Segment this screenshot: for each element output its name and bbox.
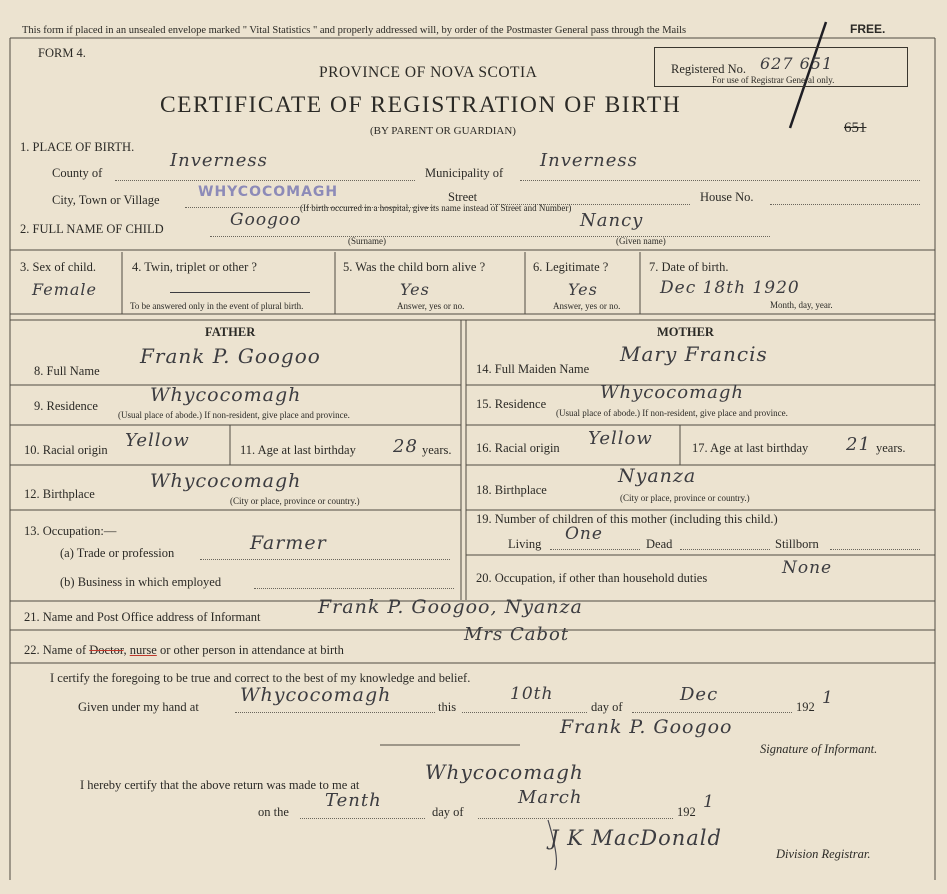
- living-label: Living: [508, 537, 542, 551]
- registrar-year-prefix: 192: [677, 805, 696, 819]
- given-caption: (Given name): [616, 236, 666, 246]
- registrar-use-note: For use of Registrar General only.: [712, 75, 835, 85]
- mother-occupation-label: 20. Occupation, if other than household duties: [476, 571, 708, 585]
- mother-age-label: 17. Age at last birthday: [692, 441, 809, 455]
- mother-racial-value: Yellow: [588, 428, 653, 449]
- page-title: CERTIFICATE OF REGISTRATION OF BIRTH: [160, 92, 682, 118]
- mother-residence-label: 15. Residence: [476, 397, 547, 411]
- attendant-label: 22. Name of Doctor, nurse or other person in attendance at birth: [24, 643, 344, 657]
- dead-label: Dead: [646, 537, 673, 551]
- on-the-label: on the: [258, 805, 289, 819]
- mother-birthplace-label: 18. Birthplace: [476, 483, 547, 497]
- father-age-label: 11. Age at last birthday: [240, 443, 356, 457]
- mother-birthplace-value: Nyanza: [618, 465, 697, 487]
- street-label: Street: [448, 190, 478, 204]
- registered-number: 627 651: [760, 54, 834, 73]
- place-of-birth-heading: 1. PLACE OF BIRTH.: [20, 140, 135, 154]
- father-name-label: 8. Full Name: [34, 364, 100, 378]
- father-residence-label: 9. Residence: [34, 399, 98, 413]
- father-name-value: Frank P. Googoo: [140, 344, 321, 368]
- children-count-label: 19. Number of children of this mother (including this child.): [476, 512, 778, 526]
- city-label: City, Town or Village: [52, 193, 160, 207]
- city-stamp: WHYCOCOMAGH: [198, 184, 339, 200]
- alive-value: Yes: [400, 280, 430, 299]
- twin-note: To be answered only in the event of plural birth.: [130, 301, 304, 311]
- registrar-day-of-label: day of: [432, 805, 464, 819]
- county-label: County of: [52, 166, 103, 180]
- registrar-day-value: Tenth: [325, 790, 382, 811]
- page-subtitle: (BY PARENT OR GUARDIAN): [370, 125, 516, 137]
- father-residence-note: (Usual place of abode.) If non-resident, give place and province.: [118, 410, 350, 420]
- free-label: FREE.: [850, 22, 886, 36]
- father-years: years.: [422, 443, 452, 457]
- father-racial-label: 10. Racial origin: [24, 443, 108, 457]
- year-value: 1: [822, 688, 834, 708]
- sex-label: 3. Sex of child.: [20, 260, 97, 274]
- stillborn-label: Stillborn: [775, 537, 819, 551]
- father-age-value: 28: [393, 436, 418, 457]
- business-label: (b) Business in which employed: [60, 575, 222, 589]
- day-of-label: day of: [591, 700, 623, 714]
- legitimate-value: Yes: [568, 280, 598, 299]
- registrar-caption: Division Registrar.: [776, 847, 871, 861]
- registered-label: Registered No.: [671, 62, 746, 76]
- side-number: 651: [844, 120, 867, 136]
- mother-racial-label: 16. Racial origin: [476, 441, 560, 455]
- certify-statement: I certify the foregoing to be true and correct to the best of my knowledge and belief.: [50, 671, 471, 685]
- registrar-place-value: Whycocomagh: [425, 760, 584, 784]
- mother-residence-value: Whycocomagh: [600, 382, 745, 403]
- mother-occupation-value: None: [782, 558, 833, 578]
- mother-age-value: 21: [846, 434, 871, 455]
- twin-label: 4. Twin, triplet or other ?: [132, 260, 257, 274]
- mother-residence-note: (Usual place of abode.) If non-resident, give place and province.: [556, 408, 788, 418]
- alive-note: Answer, yes or no.: [397, 301, 465, 311]
- child-name-label: 2. FULL NAME OF CHILD: [20, 222, 164, 236]
- sex-value: Female: [32, 280, 97, 299]
- day-value: 10th: [510, 684, 554, 704]
- date-of-birth-value: Dec 18th 1920: [660, 278, 800, 298]
- trade-value: Farmer: [250, 532, 327, 554]
- trade-label: (a) Trade or profession: [60, 546, 175, 560]
- mother-heading: MOTHER: [657, 325, 714, 339]
- county-value: Inverness: [170, 150, 268, 171]
- informant-value: Frank P. Googoo, Nyanza: [318, 596, 583, 618]
- municipality-value: Inverness: [540, 150, 638, 171]
- father-birthplace-value: Whycocomagh: [150, 470, 302, 492]
- registrar-year-value: 1: [703, 792, 715, 812]
- mother-name-value: Mary Francis: [620, 342, 768, 366]
- mother-birthplace-note: (City or place, province or country.): [620, 493, 750, 503]
- this-label: this: [438, 700, 457, 714]
- father-racial-value: Yellow: [125, 430, 190, 451]
- informant-signature: Frank P. Googoo: [560, 716, 733, 738]
- living-value: One: [565, 524, 603, 544]
- alive-label: 5. Was the child born alive ?: [343, 260, 486, 274]
- form-number: FORM 4.: [38, 46, 86, 60]
- father-heading: FATHER: [205, 325, 256, 339]
- signature-caption: Signature of Informant.: [760, 742, 878, 756]
- legitimate-label: 6. Legitimate ?: [533, 260, 609, 274]
- surname-caption: (Surname): [348, 236, 386, 246]
- mother-name-label: 14. Full Maiden Name: [476, 362, 590, 376]
- child-given-value: Nancy: [580, 210, 644, 231]
- child-surname-value: Googoo: [230, 210, 302, 230]
- attendant-value: Mrs Cabot: [464, 624, 570, 645]
- given-place-value: Whycocomagh: [240, 684, 392, 706]
- hospital-note: (If birth occurred in a hospital, give its name instead of Street and Number): [300, 203, 572, 213]
- registrar-signature: J K MacDonald: [550, 826, 722, 850]
- father-birthplace-label: 12. Birthplace: [24, 487, 95, 501]
- municipality-label: Municipality of: [425, 166, 504, 180]
- given-at-label: Given under my hand at: [78, 700, 199, 714]
- informant-label: 21. Name and Post Office address of Informant: [24, 610, 261, 624]
- date-of-birth-note: Month, day, year.: [770, 300, 833, 310]
- province-heading: PROVINCE OF NOVA SCOTIA: [319, 64, 538, 81]
- postal-notice: This form if placed in an unsealed envelope marked " Vital Statistics " and properly addressed will, by order of the Postmaster General pass through the Mails: [22, 25, 687, 36]
- legitimate-note: Answer, yes or no.: [553, 301, 621, 311]
- house-number-label: House No.: [700, 190, 754, 204]
- month-value: Dec: [680, 684, 719, 705]
- registrar-month-value: March: [518, 787, 583, 808]
- year-prefix: 192: [796, 700, 815, 714]
- father-birthplace-note: (City or place, province or country.): [230, 496, 360, 506]
- mother-years: years.: [876, 441, 906, 455]
- father-residence-value: Whycocomagh: [150, 384, 302, 406]
- father-occupation-label: 13. Occupation:—: [24, 524, 117, 538]
- date-of-birth-label: 7. Date of birth.: [649, 260, 729, 274]
- registrar-statement: I hereby certify that the above return was made to me at: [80, 778, 360, 792]
